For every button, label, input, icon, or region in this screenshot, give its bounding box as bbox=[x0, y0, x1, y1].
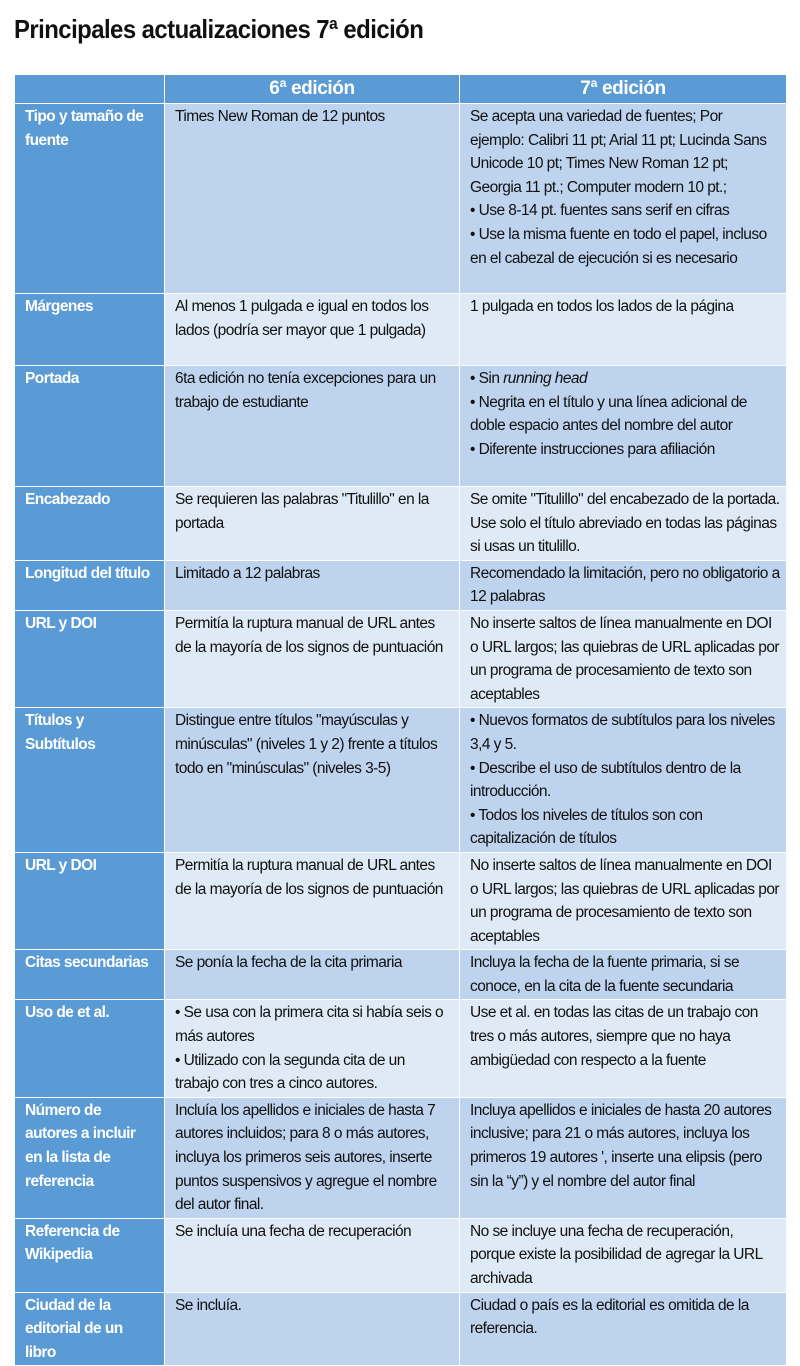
cell-7th: Incluya apellidos e iniciales de hasta 20 autores inclusive; para 21 o más autores, incluya los primeros 19 autores ', inserte una elipsis (pero sin la “y”) y el nombre del autor final bbox=[460, 1097, 787, 1218]
table-row bbox=[15, 1292, 787, 1366]
row-label: Títulos y Subtítulos bbox=[15, 708, 165, 853]
row-label: URL y DOI bbox=[15, 610, 165, 707]
cell-6th: Se ponía la fecha de la cita primaria bbox=[165, 950, 460, 1000]
row-label: Citas secundarias bbox=[15, 950, 165, 1000]
cell-7th-bullet: • Use 8-14 pt. fuentes sans serif en cifras bbox=[470, 202, 730, 220]
cell-7th-bullet: • Nuevos formatos de subtítulos para los niveles 3,4 y 5. bbox=[470, 712, 775, 753]
cell-6th: 6ta edición no tenía excepciones para un trabajo de estudiante bbox=[165, 366, 460, 487]
cell-6th: Se incluía una fecha de recuperación bbox=[165, 1218, 460, 1292]
table-row bbox=[15, 610, 787, 707]
cell-7th: Ciudad o país es la editorial es omitida de la referencia. bbox=[460, 1292, 787, 1366]
header-row bbox=[15, 75, 787, 104]
row-label: Márgenes bbox=[15, 294, 165, 366]
row-label: URL y DOI bbox=[15, 852, 165, 949]
cell-6th: Permitía la ruptura manual de URL antes de la mayoría de los signos de puntuación bbox=[165, 852, 460, 949]
cell-7th-bullet bbox=[470, 367, 780, 391]
cell-7th bbox=[460, 366, 787, 487]
cell-6th: Limitado a 12 palabras bbox=[165, 560, 460, 610]
table-row bbox=[15, 366, 787, 487]
cell-7th bbox=[460, 708, 787, 853]
header-7th-edition: 7ª edición bbox=[460, 75, 787, 104]
table-row bbox=[15, 560, 787, 610]
cell-7th: No inserte saltos de línea manualmente en DOI o URL largos; las quiebras de URL aplicadas por un programa de procesamiento de texto son aceptables bbox=[460, 610, 787, 707]
row-label: Ciudad de la editorial de un libro bbox=[15, 1292, 165, 1366]
cell-7th: Incluya la fecha de la fuente primaria, si se conoce, en la cita de la fuente secundaria bbox=[460, 950, 787, 1000]
header-blank-cell bbox=[15, 75, 165, 104]
table-row bbox=[15, 104, 787, 294]
comparison-table bbox=[14, 74, 787, 1366]
cell-7th: Recomendado la limitación, pero no obligatorio a 12 palabras bbox=[460, 560, 787, 610]
table-row bbox=[15, 852, 787, 949]
cell-6th: Incluía los apellidos e iniciales de hasta 7 autores incluidos; para 8 o más autores, incluya los primeros seis autores, inserte puntos suspensivos y agregue el nombre del autor final. bbox=[165, 1097, 460, 1218]
cell-7th: 1 pulgada en todos los lados de la página bbox=[460, 294, 787, 366]
cell-7th: Se omite "Titulillo" del encabezado de la portada. Use solo el título abreviado en todas las páginas si usas un titulillo. bbox=[460, 487, 787, 561]
cell-7th bbox=[460, 104, 787, 294]
table-row bbox=[15, 294, 787, 366]
row-label: Portada bbox=[15, 366, 165, 487]
cell-6th: Al menos 1 pulgada e igual en todos los lados (podría ser mayor que 1 pulgada) bbox=[165, 294, 460, 366]
cell-7th: No inserte saltos de línea manualmente en DOI o URL largos; las quiebras de URL aplicadas por un programa de procesamiento de texto son aceptables bbox=[460, 852, 787, 949]
cell-7th-bullet: • Describe el uso de subtítulos dentro de la introducción. bbox=[470, 759, 741, 801]
table-row bbox=[15, 1097, 787, 1218]
running-head-term: running head bbox=[503, 370, 588, 387]
row-label: Referencia de Wikipedia bbox=[15, 1218, 165, 1292]
cell-7th: No se incluye una fecha de recuperación, porque existe la posibilidad de agregar la URL archivada bbox=[460, 1218, 787, 1292]
page-title: Principales actualizaciones 7ª edición bbox=[14, 14, 424, 44]
cell-6th: Se requieren las palabras "Titulillo" en la portada bbox=[165, 487, 460, 561]
cell-6th-bullet: • Utilizado con la segunda cita de un trabajo con tres a cinco autores. bbox=[175, 1051, 405, 1093]
cell-6th: Times New Roman de 12 puntos bbox=[165, 104, 460, 294]
cell-6th-bullet: • Se usa con la primera cita si había seis o más autores bbox=[175, 1004, 444, 1046]
cell-7th-text: Se acepta una variedad de fuentes; Por ejemplo: Calibri 11 pt; Arial 11 pt; Lucinda Sans Unicode 10 pt; Times New Roman 12 pt; Georgia 11 pt.; Computer modern 10 pt.; bbox=[470, 108, 767, 196]
cell-7th-bullet: • Negrita en el título y una línea adicional de doble espacio antes del nombre del autor bbox=[470, 393, 747, 435]
cell-7th-bullet: • Use la misma fuente en todo el papel, incluso en el cabezal de ejecución si es necesario bbox=[470, 225, 767, 267]
cell-7th: Use et al. en todas las citas de un trabajo con tres o más autores, siempre que no haya ambigüedad con respecto a la fuente bbox=[460, 1000, 787, 1097]
table-row bbox=[15, 708, 787, 853]
cell-6th: Distingue entre títulos "mayúsculas y minúsculas" (niveles 1 y 2) frente a títulos todo en "minúsculas" (niveles 3-5) bbox=[165, 708, 460, 853]
cell-6th bbox=[165, 1000, 460, 1097]
table-row bbox=[15, 487, 787, 561]
row-label: Encabezado bbox=[15, 487, 165, 561]
cell-7th-bullet: • Todos los niveles de títulos son con capitalización de títulos bbox=[470, 806, 703, 848]
row-label: Tipo y tamaño de fuente bbox=[15, 104, 165, 294]
header-6th-edition: 6ª edición bbox=[165, 75, 460, 104]
row-label: Uso de et al. bbox=[15, 1000, 165, 1097]
comparison-table-wrapper bbox=[14, 74, 786, 1366]
row-label: Longitud del título bbox=[15, 560, 165, 610]
bullet-prefix: • Sin bbox=[470, 370, 504, 387]
row-label: Número de autores a incluir en la lista de referencia bbox=[15, 1097, 165, 1218]
table-row bbox=[15, 950, 787, 1000]
cell-7th-bullet: • Diferente instrucciones para afiliación bbox=[470, 440, 715, 458]
table-row bbox=[15, 1000, 787, 1097]
table-row bbox=[15, 1218, 787, 1292]
cell-6th: Permitía la ruptura manual de URL antes de la mayoría de los signos de puntuación bbox=[165, 610, 460, 707]
cell-6th: Se incluía. bbox=[165, 1292, 460, 1366]
